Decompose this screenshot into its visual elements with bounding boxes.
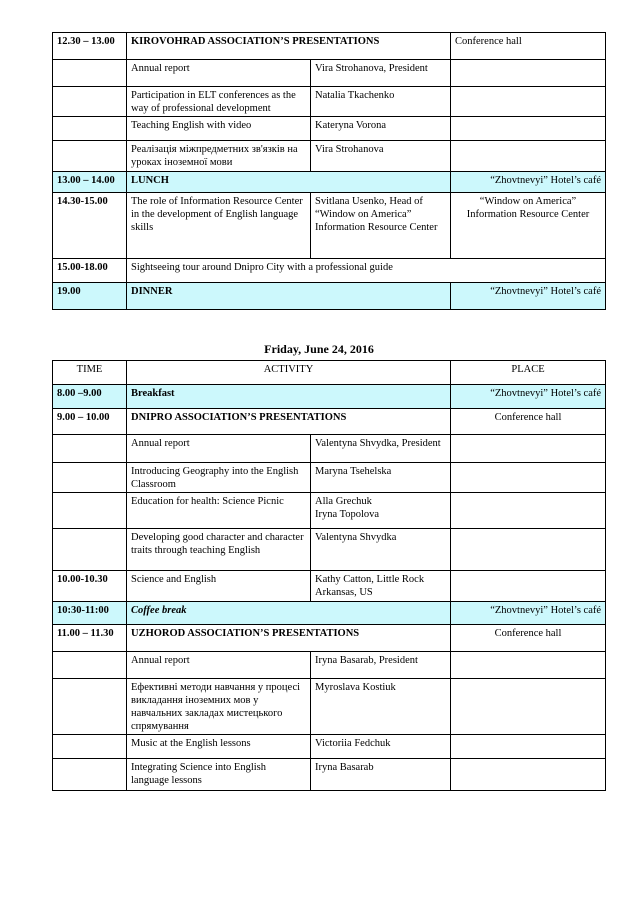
table-header-row [53,361,606,385]
activity-cell: Introducing Geography into the English Classroom [127,463,311,493]
table-row [53,33,606,60]
table-row [53,171,606,192]
table-row [53,435,606,463]
table-row [53,192,606,258]
presenter-cell [311,493,451,529]
table-row [53,651,606,678]
table-row [53,409,606,435]
presenter-cell: Vira Strohanova [311,141,451,171]
table-row [53,117,606,141]
activity-cell: DNIPRO ASSOCIATION’S PRESENTATIONS [127,409,451,435]
activity-cell: Developing good character and character traits through teaching English [127,529,311,571]
presenter-cell: Iryna Basarab, President [311,651,451,678]
table-row [53,678,606,735]
activity-cell: Ефективні методи навчання у процесі викладання іноземних мов у навчальних закладах мистецького спрямування [127,678,311,735]
presenter-cell: Svitlana Usenko, Head of “Window on America” Information Resource Center [311,192,451,258]
presenter-cell: Maryna Tsehelska [311,463,451,493]
presenter-name: Alla Grechuk [315,496,372,508]
place-cell: Conference hall [451,33,606,60]
activity-cell: Coffee break [127,601,451,624]
place-cell: “Zhovtnevyi” Hotel’s café [451,171,606,192]
table-row [53,735,606,759]
table-row [53,87,606,117]
time-cell: 12.30 – 13.00 [53,33,127,60]
header-place: PLACE [451,361,606,385]
presenter-cell: Natalia Tkachenko [311,87,451,117]
presenter-name: Iryna Topolova [315,509,380,521]
activity-cell: Music at the English lessons [127,735,311,759]
presenter-cell: Valentyna Shvydka, President [311,435,451,463]
activity-cell: Breakfast [127,385,451,409]
activity-cell: Annual report [127,60,311,87]
activity-cell: KIROVOHRAD ASSOCIATION’S PRESENTATIONS [127,33,451,60]
activity-cell: Annual report [127,435,311,463]
table-row [53,529,606,571]
presenter-cell: Kateryna Vorona [311,117,451,141]
activity-cell: Annual report [127,651,311,678]
activity-cell: Participation in ELT conferences as the way of professional development [127,87,311,117]
presenter-cell: Vira Strohanova, President [311,60,451,87]
place-cell: Conference hall [451,624,606,651]
table-row [53,624,606,651]
table-row [53,463,606,493]
activity-cell: UZHOROD ASSOCIATION’S PRESENTATIONS [127,624,451,651]
place-cell: “Zhovtnevyi” Hotel’s café [451,385,606,409]
activity-cell: Sightseeing tour around Dnipro City with a professional guide [127,258,606,282]
time-cell: 11.00 – 11.30 [53,624,127,651]
presenter-cell: Kathy Catton, Little Rock Arkansas, US [311,571,451,601]
activity-cell: The role of Information Resource Center in the development of English language skills [127,192,311,258]
activity-cell: Teaching English with video [127,117,311,141]
time-cell: 9.00 – 10.00 [53,409,127,435]
place-cell: “Window on America” Information Resource Center [451,192,606,258]
time-cell: 13.00 – 14.00 [53,171,127,192]
presenter-cell: Valentyna Shvydka [311,529,451,571]
presenter-cell: Victoriia Fedchuk [311,735,451,759]
table-row [53,759,606,791]
place-cell: Conference hall [451,409,606,435]
schedule-table-friday [52,360,606,791]
presenter-cell: Iryna Basarab [311,759,451,791]
place-cell: “Zhovtnevyi” Hotel’s café [451,601,606,624]
activity-cell: LUNCH [127,171,451,192]
time-cell: 10.00-10.30 [53,571,127,601]
time-cell: 10:30-11:00 [53,601,127,624]
time-cell: 14.30-15.00 [53,192,127,258]
time-cell: 8.00 –9.00 [53,385,127,409]
table-row [53,493,606,529]
table-row [53,601,606,624]
table-row [53,141,606,171]
day-heading: Friday, June 24, 2016 [264,342,374,356]
header-time: TIME [53,361,127,385]
table-row [53,282,606,309]
activity-cell: Реалізація міжпредметних зв'язків на уроках іноземної мови [127,141,311,171]
table-row [53,571,606,601]
activity-cell: Integrating Science into English language lessons [127,759,311,791]
activity-cell: DINNER [127,282,451,309]
place-cell: “Zhovtnevyi” Hotel’s café [451,282,606,309]
header-activity: ACTIVITY [127,361,451,385]
table-row [53,258,606,282]
activity-cell: Education for health: Science Picnic [127,493,311,529]
schedule-table-continued [52,32,606,310]
activity-cell: Science and English [127,571,311,601]
table-row [53,385,606,409]
table-row [53,60,606,87]
time-cell: 15.00-18.00 [53,258,127,282]
presenter-cell: Myroslava Kostiuk [311,678,451,735]
time-cell: 19.00 [53,282,127,309]
